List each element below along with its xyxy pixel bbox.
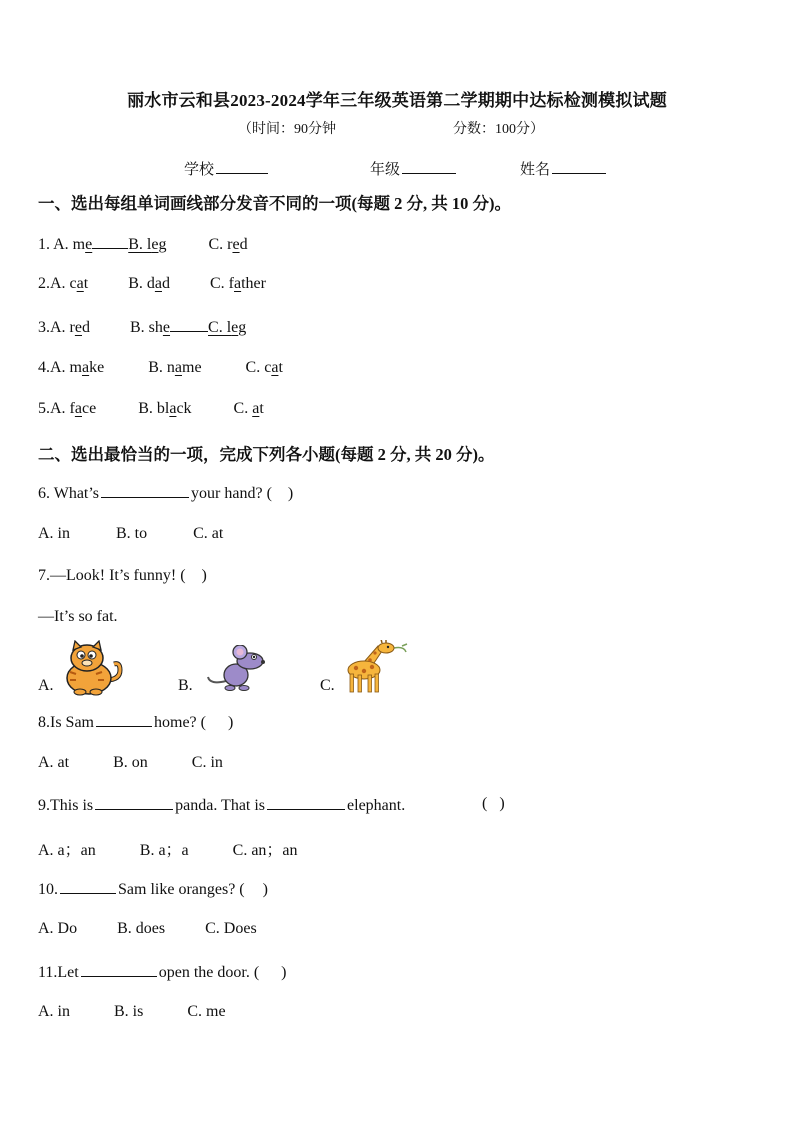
option-b[interactable]: B. is	[114, 1003, 144, 1020]
option-c[interactable]: C. Does	[205, 920, 257, 937]
exam-score: 分数：100分）	[453, 122, 544, 137]
question-11: 11.Let open the door. ( )	[38, 964, 287, 981]
school-label: 学校	[184, 162, 215, 178]
option-b[interactable]: B. on	[113, 754, 148, 771]
section-1-heading: 一、选出每组单词画线部分发音不同的一项(每题 2 分, 共 10 分)。	[38, 194, 511, 213]
option-b[interactable]: B. does	[117, 920, 166, 937]
section-2-heading: 二、选出最恰当的一项，完成下列各小题(每题 2 分, 共 20 分)。	[38, 445, 495, 464]
name-label: 姓名	[520, 162, 551, 178]
question-10: 10. Sam like oranges? ( )	[38, 881, 268, 898]
question-8: 8.Is Sam home? ( )	[38, 714, 234, 731]
option-a[interactable]: A. Do	[38, 920, 78, 937]
question-6: 6. What’s your hand? ( )	[38, 485, 294, 502]
option-c[interactable]: C.	[320, 677, 335, 694]
question-1: 1. A. me B. leg C. red	[38, 236, 248, 253]
question-11-options	[38, 1003, 226, 1021]
option-c[interactable]: C. an；an	[232, 842, 298, 859]
mouse-image[interactable]	[204, 645, 268, 693]
option-a[interactable]: A.	[38, 677, 54, 694]
option-a[interactable]: A. in	[38, 1003, 70, 1020]
school-field[interactable]	[184, 158, 270, 179]
question-5: 5.A. face B. black C. at	[38, 400, 264, 417]
question-9: 9.This is panda. That is elephant.	[38, 797, 406, 814]
option-b[interactable]: B. to	[116, 525, 148, 542]
option-c[interactable]: C. me	[187, 1003, 226, 1020]
exam-time: （时间：90分钟	[238, 122, 336, 137]
question-4: 4.A. make B. name C. cat	[38, 359, 283, 376]
question-7: 7.—Look! It’s funny! ( )	[38, 567, 207, 584]
question-6-options	[38, 525, 223, 543]
name-field[interactable]	[520, 158, 608, 179]
option-a[interactable]: A. at	[38, 754, 70, 771]
option-c[interactable]: C. at	[193, 525, 224, 542]
question-9-paren: ( )	[482, 795, 505, 812]
fat-cat-image[interactable]	[62, 640, 126, 696]
grade-field[interactable]	[370, 158, 458, 179]
question-2: 2.A. cat B. dad C. father	[38, 275, 266, 292]
option-b[interactable]: B.	[178, 677, 193, 694]
question-7-reply: —It’s so fat.	[38, 608, 118, 625]
question-3: 3.A. red B. she C. leg	[38, 319, 247, 336]
question-8-options	[38, 754, 223, 772]
grade-label: 年级	[370, 162, 401, 178]
page-title: 丽水市云和县2023-2024学年三年级英语第二学期期中达标检测模拟试题	[127, 91, 667, 110]
question-10-options	[38, 920, 257, 938]
option-a[interactable]: A. in	[38, 525, 70, 542]
option-c[interactable]: C. in	[191, 754, 223, 771]
option-b[interactable]: B. a；a	[139, 842, 189, 859]
giraffe-image[interactable]	[344, 640, 410, 694]
question-9-options	[38, 837, 298, 860]
option-a[interactable]: A. a；an	[38, 842, 96, 859]
